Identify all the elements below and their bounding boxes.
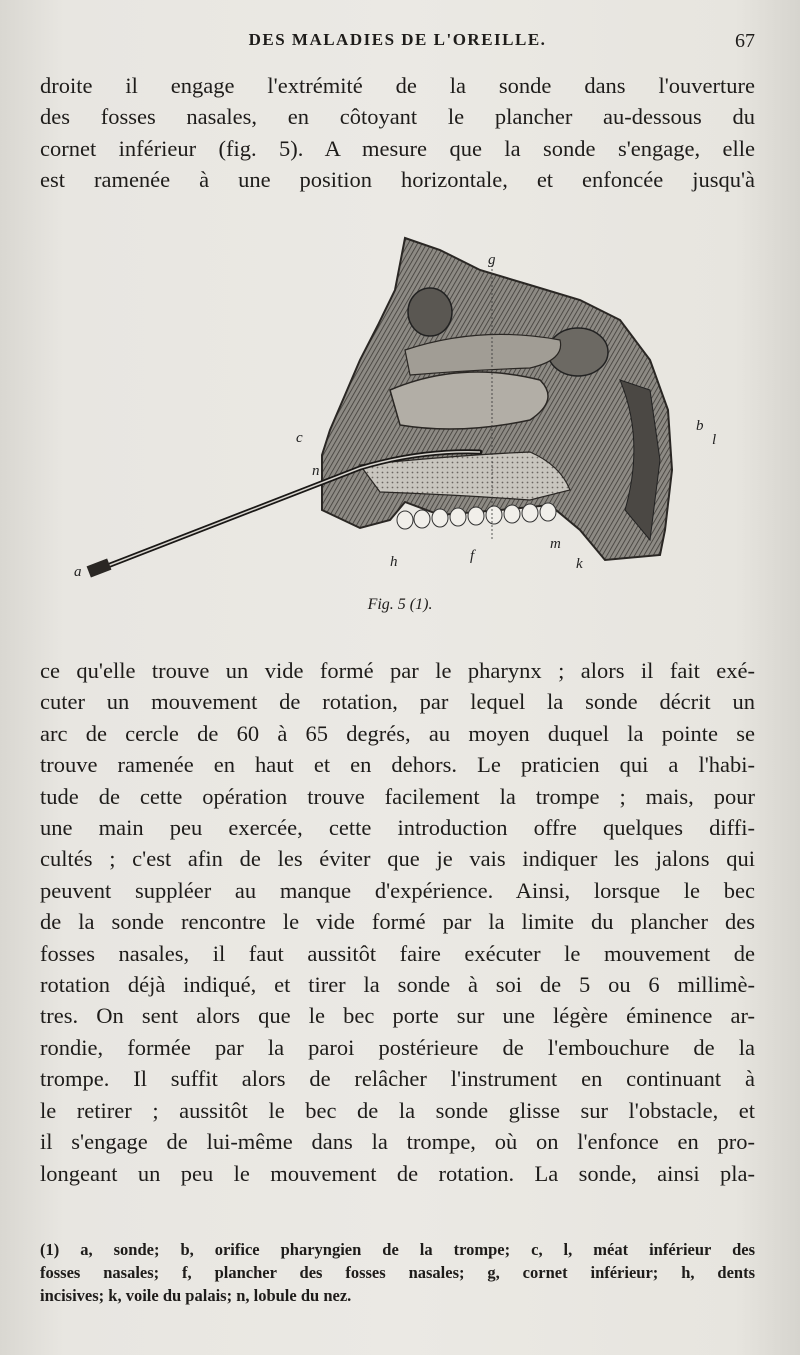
footnote (40, 1238, 755, 1307)
figure-label-k: k (576, 556, 583, 572)
figure-label-c: c (296, 430, 303, 446)
text-line: droite il engage l'extrémité de la sonde dans l'ouverture (40, 73, 755, 98)
text-line: trompe. Il suffit alors de relâcher l'instrument en continuant à (40, 1066, 755, 1092)
figure-label-a: a (74, 564, 82, 580)
footnote-line: fosses nasales; f, plancher des fosses nasales; g, cornet inférieur; h, dents (40, 1263, 755, 1282)
figure-label-l: l (712, 432, 717, 448)
text-line: trouve ramenée en haut et en dehors. Le praticien qui a l'habi- (40, 752, 755, 778)
text-line: arc de cercle de 60 à 65 degrés, au moyen duquel la pointe se (40, 720, 755, 746)
text-line: longeant un peu le mouvement de rotation. La sonde, ainsi pla- (40, 1160, 755, 1186)
text-line: peuvent suppléer au manque d'expérience. Ainsi, lorsque le bec (40, 877, 755, 903)
running-title: DES MALADIES DE L'OREILLE. (248, 30, 547, 49)
text-line: de la sonde rencontre le vide formé par la limite du plancher des (40, 909, 755, 935)
anatomical-figure (60, 230, 760, 600)
text-line: tres. On sent alors que le bec porte sur une légère éminence ar- (40, 1003, 755, 1029)
catheter-handle (87, 558, 112, 577)
text-line: cultés ; c'est afin de les éviter que je vais indiquer les jalons qui (40, 846, 755, 872)
figure-label-m: m (550, 536, 561, 552)
footnote-line: (1) a, sonde; b, orifice pharyngien de la trompe; c, l, méat inférieur des (40, 1240, 755, 1259)
figure-label-h: h (390, 554, 398, 570)
text-line: rotation déjà indiqué, et tirer la sonde à soi de 5 ou 6 millimè- (40, 972, 755, 998)
text-line: cuter un mouvement de rotation, par lequel la sonde décrit un (40, 689, 755, 715)
page-number: 67 (735, 30, 755, 52)
text-line: des fosses nasales, en côtoyant le plancher au-dessous du (40, 104, 755, 130)
text-line: tude de cette opération trouve facilement la trompe ; mais, pour (40, 783, 755, 809)
figure-label-b: b (696, 418, 704, 434)
text-line: fosses nasales, il faut aussitôt faire exécuter le mouvement de (40, 940, 755, 966)
text-line: une main peu exercée, cette introduction offre quelques diffi- (40, 815, 755, 841)
text-line: cornet inférieur (fig. 5). A mesure que la sonde s'engage, elle (40, 135, 755, 161)
text-line: ce qu'elle trouve un vide formé par le pharynx ; alors il fait exé- (40, 658, 755, 683)
sinus-cavity (408, 288, 452, 336)
paragraph-top (40, 70, 755, 196)
text-line: le retirer ; aussitôt le bec de la sonde glisse sur l'obstacle, et (40, 1097, 755, 1123)
text-line: rondie, formée par la paroi postérieure de l'embouchure de la (40, 1034, 755, 1060)
figure-label-n: n (312, 463, 320, 479)
page-header (40, 30, 755, 56)
figure-label-g: g (488, 252, 496, 268)
text-line: il s'engage de lui-même dans la trompe, où on l'enfonce en pro- (40, 1129, 755, 1155)
figure-label-f: f (470, 548, 475, 564)
figure-caption: Fig. 5 (1). (367, 596, 433, 613)
footnote-line: incisives; k, voile du palais; n, lobule du nez. (40, 1286, 352, 1305)
paragraph-main (40, 655, 755, 1189)
text-line: est ramenée à une position horizontale, et enfoncée jusqu'à (40, 167, 755, 193)
